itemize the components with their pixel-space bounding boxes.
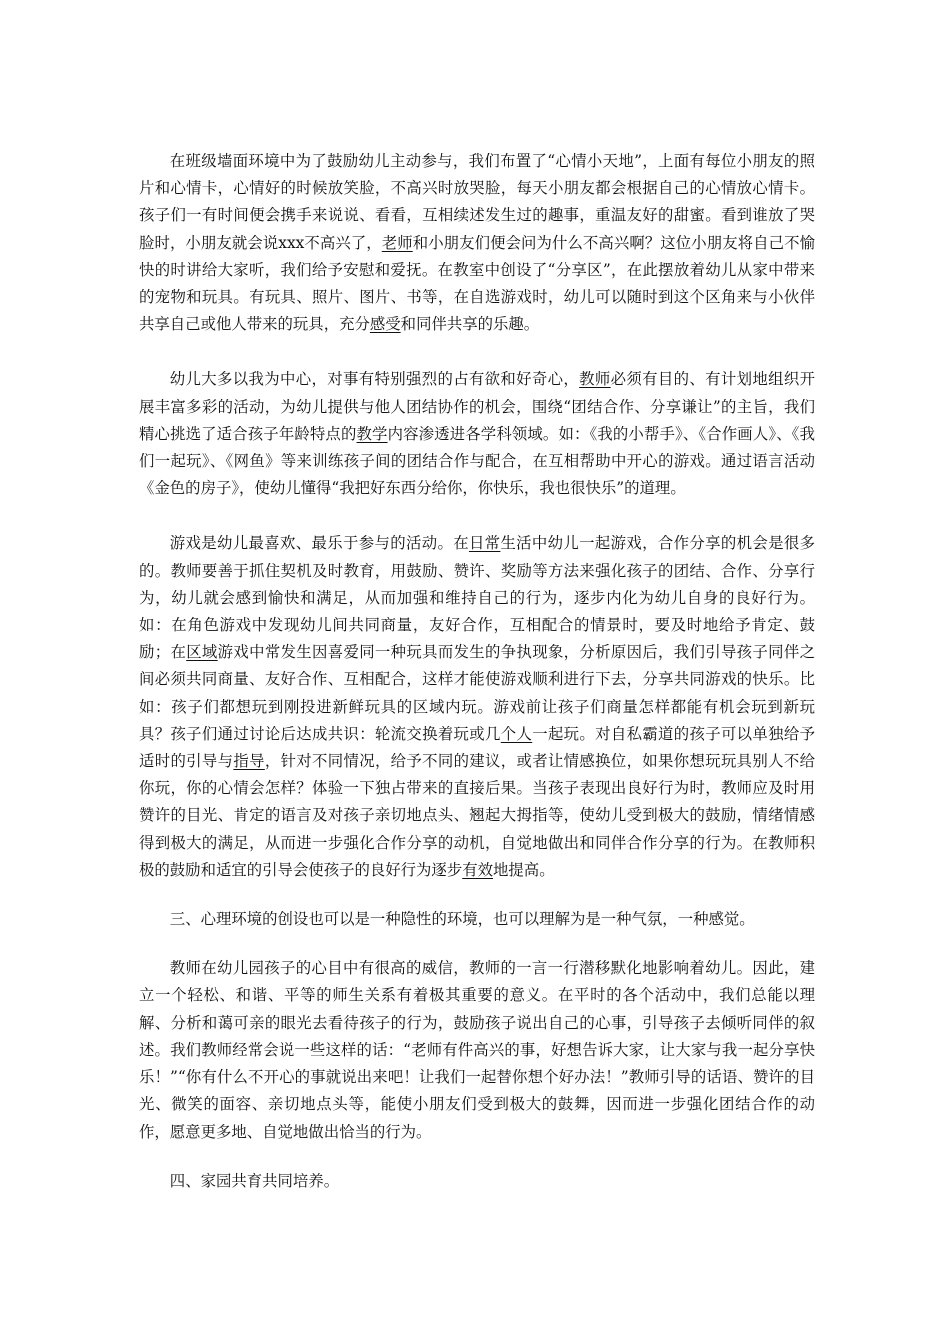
section-heading-4: [139, 1168, 815, 1195]
link-daily[interactable]: 日常: [468, 534, 501, 553]
text-segment: 生活中幼儿一起游戏，合作分享的机会是很多的。教师要善于抓住契机及时教育，用鼓励、赞许、奖励等方法来强化孩子的团结、合作、分享行为，幼儿就会感到愉快和满足，从而加强和维持自己的行为，逐步内化为幼儿自身的良好行为。如：在角色游戏中发现幼儿间共同商量，友好合作，互相配合的情景时，要及时地给予肯定、鼓励；在: [139, 534, 815, 662]
text-segment: 一起玩。对自私霸道的孩子可以单独给予适时的引导与: [139, 724, 815, 771]
text-segment: 内容渗透进各学科领域。如：《我的小帮手》、《合作画人》、《我们一起玩》、《网鱼》等来训练孩子间的团结合作与配合，在互相帮助中开心的游戏。通过语言活动《金色的房子》，使幼儿懂得“我把好东西分给你，你快乐，我也很快乐”的道理。: [139, 424, 815, 498]
text-segment: 和小朋友们便会问为什么不高兴啊？这位小朋友将自己不愉快的时讲给大家听，我们给予安慰和爱抚。在教室中创设了“分享区”，在此摆放着幼儿从家中带来的宠物和玩具。有玩具、照片、图片、书等，在自选游戏时，幼儿可以随时到这个区角来与小伙伴共享自己或他人带来的玩具，充分: [139, 233, 815, 334]
section-heading-3: [139, 906, 815, 933]
link-feel[interactable]: 感受: [369, 315, 401, 334]
text-segment: 游戏中常发生因喜爱同一种玩具而发生的争执现象，分析原因后，我们引导孩子同伴之间必须共同商量、友好合作、互相配合，这样才能使游戏顺利进行下去，分享共同游戏的快乐。比如：孩子们都想玩到刚投进新鲜玩具的区域内玩。游戏前让孩子们商量怎样都能有机会玩到新玩具？孩子们通过讨论后达成共识：轮流交换着玩或几: [139, 643, 815, 743]
text-segment: 必须有目的、有计划地组织开展丰富多彩的活动，为幼儿提供与他人团结协作的机会，围绕“团结合作、分享谦让”的主旨，我们精心挑选了适合孩子年龄特点的: [139, 370, 815, 443]
paragraph-mood-corner: [139, 148, 815, 338]
link-teacher[interactable]: 教师: [579, 370, 611, 389]
heading-text: 四、家园共育共同培养。: [169, 1171, 340, 1190]
heading-text: 三、心理环境的创设也可以是一种隐性的环境，也可以理解为是一种气氛，一种感觉。: [169, 910, 755, 929]
text-segment: 教师在幼儿园孩子的心目中有很高的威信，教师的一言一行潜移默化地影响着幼儿。因此，建立一个轻松、和谐、平等的师生关系有着极其重要的意义。在平时的各个活动中，我们总能以理解、分析和蔼可亲的眼光去看待孩子的行为，鼓励孩子说出自己的心事，引导孩子去倾听同伴的叙述。我们教师经常会说一些这样的话：“老师有件高兴的事，好想告诉大家，让大家与我一起分享快乐！”“你有什么不开心的事就说出来吧！让我们一起替你想个好办法！”教师引导的话语、赞许的目光、微笑的面容、亲切地点头等，能使小朋友们受到极大的鼓舞，因而进一步强化团结合作的动作，愿意更多地、自觉地做出恰当的行为。: [139, 959, 815, 1141]
text-segment: 和同伴共享的乐趣。: [400, 315, 540, 334]
paragraph-teacher-role: [139, 955, 815, 1145]
paragraph-games: [139, 530, 815, 884]
paragraph-activities: [139, 366, 815, 502]
link-individual[interactable]: 个人: [500, 724, 533, 743]
link-guidance[interactable]: 指导: [233, 752, 265, 771]
link-effective[interactable]: 有效: [462, 860, 494, 879]
text-segment: 在班级墙面环境中为了鼓励幼儿主动参与，我们布置了“心情小天地”，上面有每位小朋友的照片和心情卡，心情好的时候放笑脸，不高兴时放哭脸，每天小朋友都会根据自己的心情放心情卡。孩子们一有时间便会携手来说说、看看，互相续述发生过的趣事，重温友好的甜蜜。看到谁放了哭脸时，小朋友就会说xxx不高兴了，: [139, 152, 815, 252]
text-segment: ，针对不同情况，给予不同的建议，或者让情感换位，如果你想玩玩具别人不给你玩，你的心情会怎样？体验一下独占带来的直接后果。当孩子表现出良好行为时，教师应及时用赞许的目光、肯定的语言及对孩子亲切地点头、翘起大拇指等，使幼儿受到极大的鼓励，情绪情感得到极大的满足，从而进一步强化合作分享的动机，自觉地做出和同伴合作分享的行为。在教师积极的鼓励和适宜的引导会使孩子的良好行为逐步: [139, 752, 815, 879]
link-teaching[interactable]: 教学: [356, 424, 388, 443]
document-body: [139, 148, 815, 1195]
text-segment: 幼儿大多以我为中心，对事有特别强烈的占有欲和好奇心，: [169, 370, 580, 389]
link-area[interactable]: 区域: [186, 643, 218, 662]
text-segment: 游戏是幼儿最喜欢、最乐于参与的活动。在: [169, 534, 469, 553]
link-teacher[interactable]: 老师: [381, 233, 413, 252]
text-segment: 地提高。: [493, 860, 555, 879]
